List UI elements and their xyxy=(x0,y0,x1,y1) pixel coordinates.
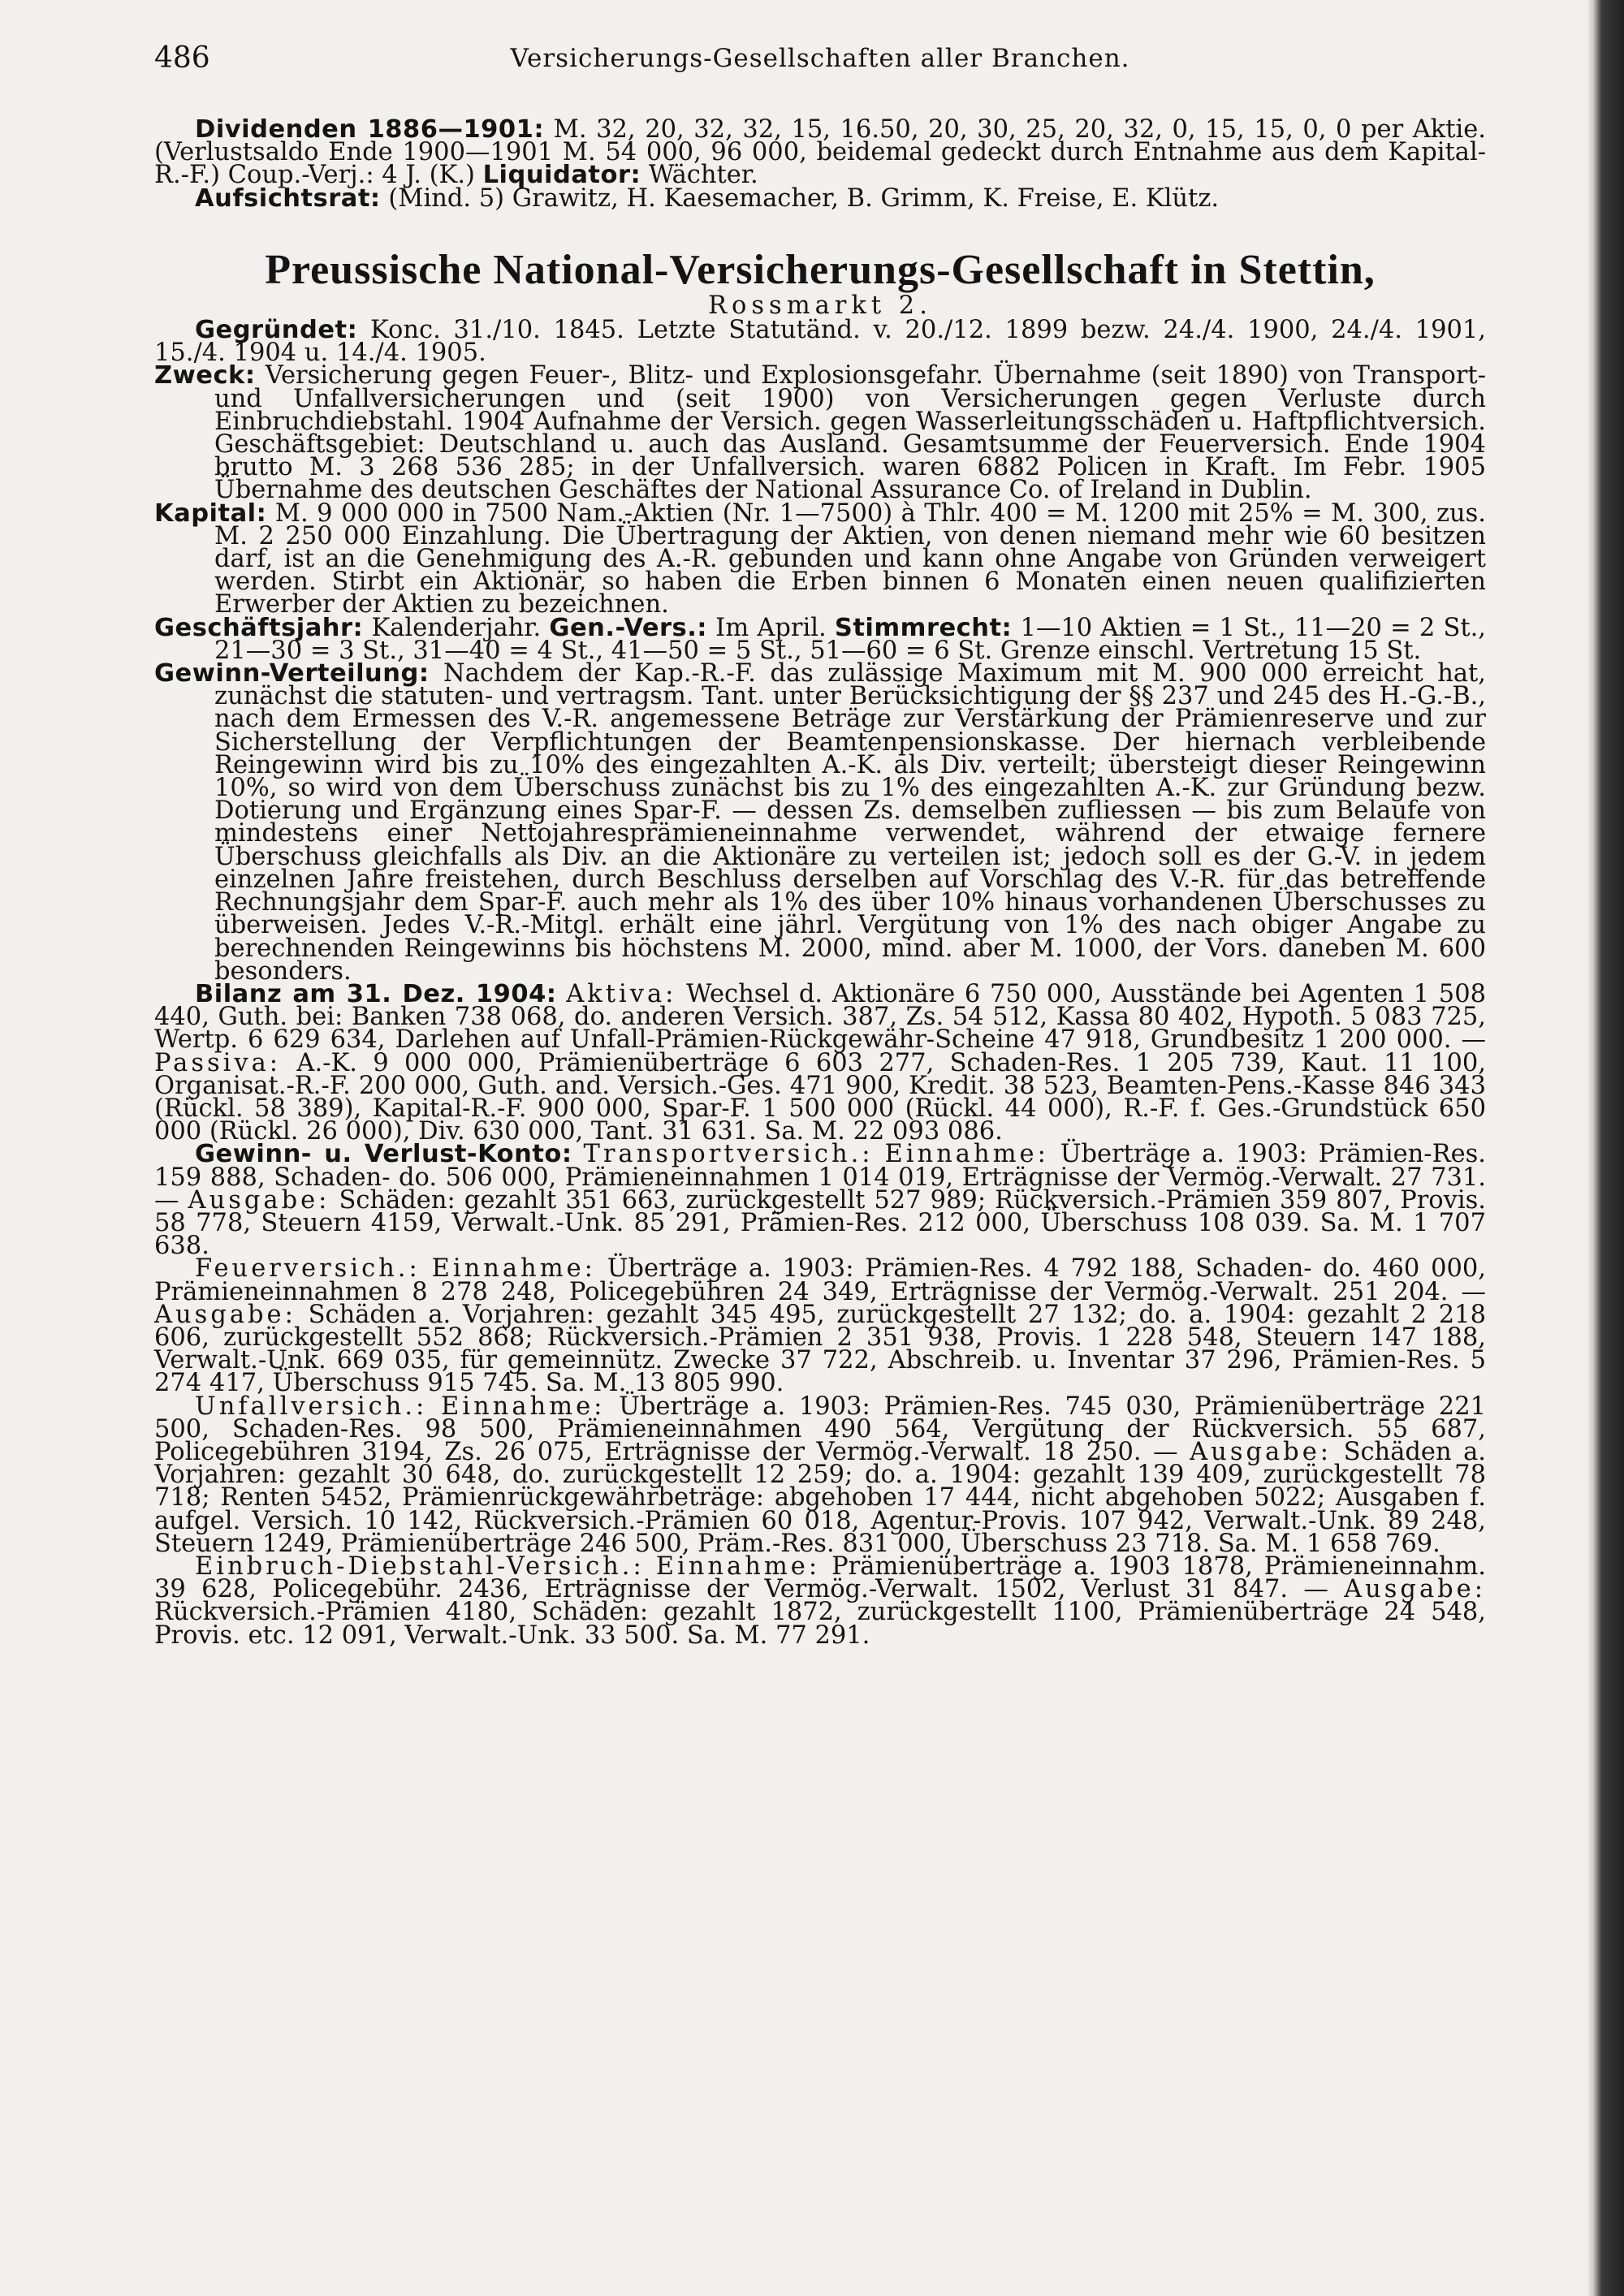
running-header xyxy=(154,41,1486,83)
supervisory-board-label: Aufsichtsrat: xyxy=(195,183,381,213)
page-binding-edge xyxy=(1587,0,1624,2296)
expense-label-burglary: Ausgabe: xyxy=(1344,1575,1486,1604)
capital-label: Kapital: xyxy=(154,498,267,528)
income-label-transport: Einnahme: xyxy=(884,1140,1049,1169)
page-number: 486 xyxy=(154,41,210,75)
liabilities-label: Passiva: xyxy=(154,1048,282,1077)
income-label-accident: Einnahme: xyxy=(441,1392,606,1421)
balance-sheet-paragraph xyxy=(154,979,1487,1146)
income-label-burglary: Einnahme: xyxy=(655,1552,821,1581)
capital-paragraph xyxy=(154,498,1486,619)
fire-label: Feuerversich.: xyxy=(195,1254,421,1284)
assets-text: Wechsel d. Aktionäre 6 750 000, Ausstände bei Agenten 1 508 440, Guth. bei: Banken 738 068, do. anderen Versich. 387, Zs. 54 512, Kassa 80 402, Hypoth. 5 083 725, Wertp. 6 629 634, Darlehen auf Unfall-Prämien-Rückgewähr-Scheine 47 918, Grundbesitz 1 200 000. — xyxy=(154,979,1487,1055)
pl-burglary-paragraph xyxy=(154,1552,1486,1650)
general-meeting-label: Gen.-Vers.: xyxy=(549,613,707,642)
profit-distribution-text: Nachdem der Kap.-R.-F. das zulässige Maximum mit M. 900 000 erreicht hat, zunächst die statuten- und vertragsm. Tant. unter Berücksichtigung der §§ 237 und 245 des H.-G.-B., nach dem Ermessen des V.-R. angemessene Beträge zur Verstärkung der Prämienreserve und zur Sicherstellung der Verpflichtungen der Beamtenpensionskasse. Der hiernach verbleibende Reingewinn wird bis zu 10% des eingezahlten A.-K. als Div. verteilt; übersteigt dieser Reingewinn 10%, so wird von dem Überschuss zunächst bis zu 1% des eingezahlten A.-K. zur Gründung bezw. Dotierung und Ergänzung eines Spar-F. — dessen Zs. demselben zufliessen — bis zum Belaufe von mindestens einer Nettojahresprämieneinnahme verwendet, während der etwaige fernere Überschuss gleichfalls als Div. an die Aktionäre zu verteilen ist; jedoch soll es der G.-V. in jedem einzelnen Jahre freistehen, durch Beschluss derselben auf Vorschlag des V.-R. für das betreffende Rechnungsjahr dem Spar-F. auch mehr als 1% des über 10% hinaus vorhandenen Überschusses zu überweisen. Jedes V.-R.-Mitgl. erhält eine jährl. Vergütung von 1% des nach obiger Angabe zu berechnenden Reingewinns bis höchstens M. 2000, mind. aber M. 1000, der Vors. daneben M. 600 besonders. xyxy=(214,659,1486,986)
fiscal-year-text: Kalenderjahr. xyxy=(363,613,542,642)
fire-expense-text: Schäden a. Vorjahren: gezahlt 345 495, zurückgestellt 27 132; do. a. 1904: gezahlt 2 218 606, zurückgestellt 552 868; Rückversich.-Prämien 2 351 938, Provis. 1 228 548, Steuern 147 188, Verwalt.-Unk. 669 035, für gemeinnütz. Zwecke 37 722, Abschreib. u. Inventar 37 296, Prämien-Res. 5 274 417, Überschuss 915 745. Sa. M. 13 805 990. xyxy=(154,1300,1486,1398)
pl-account-label: Gewinn- u. Verlust-Konto: xyxy=(195,1140,572,1169)
liquidator-text: Wächter. xyxy=(641,161,758,190)
accident-label: Unfallversich.: xyxy=(195,1392,428,1421)
running-title: Versicherungs-Gesellschaften aller Branchen. xyxy=(510,44,1130,73)
liquidator-label: Liquidator: xyxy=(482,161,641,190)
fiscal-year-paragraph xyxy=(154,613,1486,665)
purpose-text: Versicherung gegen Feuer-, Blitz- und Explosionsgefahr. Übernahme (seit 1890) von Transport- und Unfallversicherungen und (seit 1900) von Versicherungen gegen Verluste durch Einbruchdiebstahl. 1904 Aufnahme der Versich. gegen Wasserleitungsschäden u. Haftpflichtversich. Geschäftsgebiet: Deutschland u. auch das Ausland. Gesamtsumme der Feuerversich. Ende 1904 brutto M. 3 268 536 285; in der Unfallversich. waren 6882 Policen in Kraft. Im Febr. 1905 Übernahme des deutschen Geschäftes der National Assurance Co. of Ireland in Dublin. xyxy=(214,361,1486,505)
expense-label-accident: Ausgabe: xyxy=(1190,1437,1332,1466)
dividends-text: M. 32, 20, 32, 32, 15, 16.50, 20, 30, 25, 20, 32, 0, 15, 15, 0, 0 per Aktie. (Verlustsaldo Ende 1900—1901 M. 54 000, 96 000, beidemal gedeckt durch Entnahme aus dem Kapital-R.-F.) Coup.-Verj.: 4 J. (K.) xyxy=(154,115,1486,190)
transport-income-text: Überträge a. 1903: Prämien-Res. 159 888, Schaden- do. 506 000, Prämieneinnahmen 1 014 019, Erträgnisse der Vermög.-Verwalt. 27 731. — xyxy=(154,1140,1486,1215)
burglary-income-text: Prämienüberträge a. 1903 1878, Prämieneinnahm. 39 628, Policegebühr. 2436, Erträgnisse der Vermög.-Verwalt. 1502, Verlust 31 847. — xyxy=(154,1552,1486,1604)
transport-expense-text: Schäden: gezahlt 351 663, zurückgestellt 527 989; Rückversich.-Prämien 359 807, Provis. 58 778, Steuern 4159, Verwalt.-Unk. 85 291, Prämien-Res. 212 000, Überschuss 108 039. Sa. M. 1 707 638. xyxy=(154,1185,1486,1261)
transport-label: Transportversich.: xyxy=(583,1140,874,1169)
general-meeting-text: Im April. xyxy=(706,613,827,642)
pl-fire-paragraph xyxy=(154,1254,1486,1398)
profit-distribution-paragraph xyxy=(154,659,1486,986)
dividends-label: Dividenden 1886—1901: xyxy=(195,115,545,144)
purpose-label: Zweck: xyxy=(154,361,256,391)
purpose-paragraph xyxy=(154,361,1486,505)
company-address: Rossmarkt 2. xyxy=(708,291,932,320)
founded-text: Konc. 31./10. 1845. Letzte Statutänd. v. 20./12. 1899 bezw. 24./4. 1900, 24./4. 1901, 15./4. 1904 u. 14./4. 1905. xyxy=(154,316,1486,368)
founded-label: Gegründet: xyxy=(195,316,358,345)
liabilities-text: A.-K. 9 000 000, Prämienüberträge 6 603 277, Schaden-Res. 1 205 739, Kaut. 11 100, Organisat.-R.-F. 200 000, Guth. and. Versich.-Ges. 471 900, Kredit. 38 523, Beamten-Pens.-Kasse 846 343 (Rückl. 58 389), Kapital-R.-F. 900 000, Spar-F. 1 500 000 (Rückl. 44 000), R.-F. f. Ges.-Grundstück 650 000 (Rückl. 26 000), Div. 630 000, Tant. 31 631. Sa. M. 22 093 086. xyxy=(154,1048,1486,1146)
accident-expense-text: Schäden a. Vorjahren: gezahlt 30 648, do. zurückgestellt 12 259; do. a. 1904: gezahlt 139 409, zurückgestellt 78 718; Renten 5452, Prämienrückgewährbeträge: abgehoben 17 444, nicht abgehoben 5022; Ausgaben f. aufgel. Versich. 10 142, Rückversich.-Prämien 60 018, Agentur-Provis. 107 942, Verwalt.-Unk. 89 248, Steuern 1249, Prämienüberträge 246 500, Präm.-Res. 831 000, Überschuss 23 718. Sa. M. 1 658 769. xyxy=(154,1437,1487,1558)
capital-text: M. 9 000 000 in 7500 Nam.-Aktien (Nr. 1—7500) à Thlr. 400 = M. 1200 mit 25% = M. 300, zus. M. 2 250 000 Einzahlung. Die Übertragung der Aktien, von denen niemand mehr wie 60 besitzen darf, ist an die Genehmigung des A.-R. gebunden und kann ohne Angabe von Gründen verweigert werden. Stirbt ein Aktionär, so haben die Erben binnen 6 Monaten einen neuen qualifizierten Erwerber der Aktien zu bezeichnen. xyxy=(214,498,1486,619)
income-label-fire: Einnahme: xyxy=(431,1254,596,1284)
voting-right-text: 1—10 Aktien = 1 St., 11—20 = 2 St., 21—30 = 3 St., 31—40 = 4 St., 41—50 = 5 St., 51—60 = 6 St. Grenze einschl. Vertretung 15 St. xyxy=(214,613,1486,665)
assets-label: Aktiva: xyxy=(566,979,677,1008)
expense-label-transport: Ausgabe: xyxy=(188,1185,330,1215)
fiscal-year-label: Geschäftsjahr: xyxy=(154,613,364,642)
fire-income-text: Überträge a. 1903: Prämien-Res. 4 792 188, Schaden- do. 460 000, Prämieneinnahmen 8 278 248, Policegebühren 24 349, Erträgnisse der Vermög.-Verwalt. 251 204. — xyxy=(154,1254,1486,1306)
pl-transport-paragraph xyxy=(154,1140,1486,1261)
expense-label-fire: Ausgabe: xyxy=(154,1300,296,1329)
profit-distribution-label: Gewinn-Verteilung: xyxy=(154,659,430,688)
supervisory-board-paragraph xyxy=(154,183,1486,213)
voting-right-label: Stimmrecht: xyxy=(834,613,1013,642)
company-title: Preussische National-Versicherungs-Gesellschaft in Stettin, xyxy=(265,246,1376,293)
burglary-expense-text: Rückversich.-Prämien 4180, Schäden: gezahlt 1872, zurückgestellt 1100, Prämienüberträge 24 548, Provis. etc. 12 091, Verwalt.-Unk. 33 500. Sa. M. 77 291. xyxy=(154,1598,1486,1650)
document-page xyxy=(154,41,1487,1650)
accident-income-text: Überträge a. 1903: Prämien-Res. 745 030, Prämienüberträge 221 500, Schaden-Res. 98 500, Prämieneinnahmen 490 564, Vergütung der Rückversich. 55 687, Policegebühren 3194, Zs. 26 075, Erträgnisse der Vermög.-Verwalt. 18 250. — xyxy=(154,1392,1486,1466)
founded-paragraph xyxy=(154,316,1486,368)
pl-accident-paragraph xyxy=(154,1392,1487,1558)
burglary-label: Einbruch-Diebstahl-Versich.: xyxy=(195,1552,645,1581)
dividends-paragraph xyxy=(154,115,1486,190)
supervisory-board-text: (Mind. 5) Grawitz, H. Kaesemacher, B. Grimm, K. Freise, E. Klütz. xyxy=(380,183,1220,213)
balance-sheet-label: Bilanz am 31. Dez. 1904: xyxy=(195,979,557,1008)
